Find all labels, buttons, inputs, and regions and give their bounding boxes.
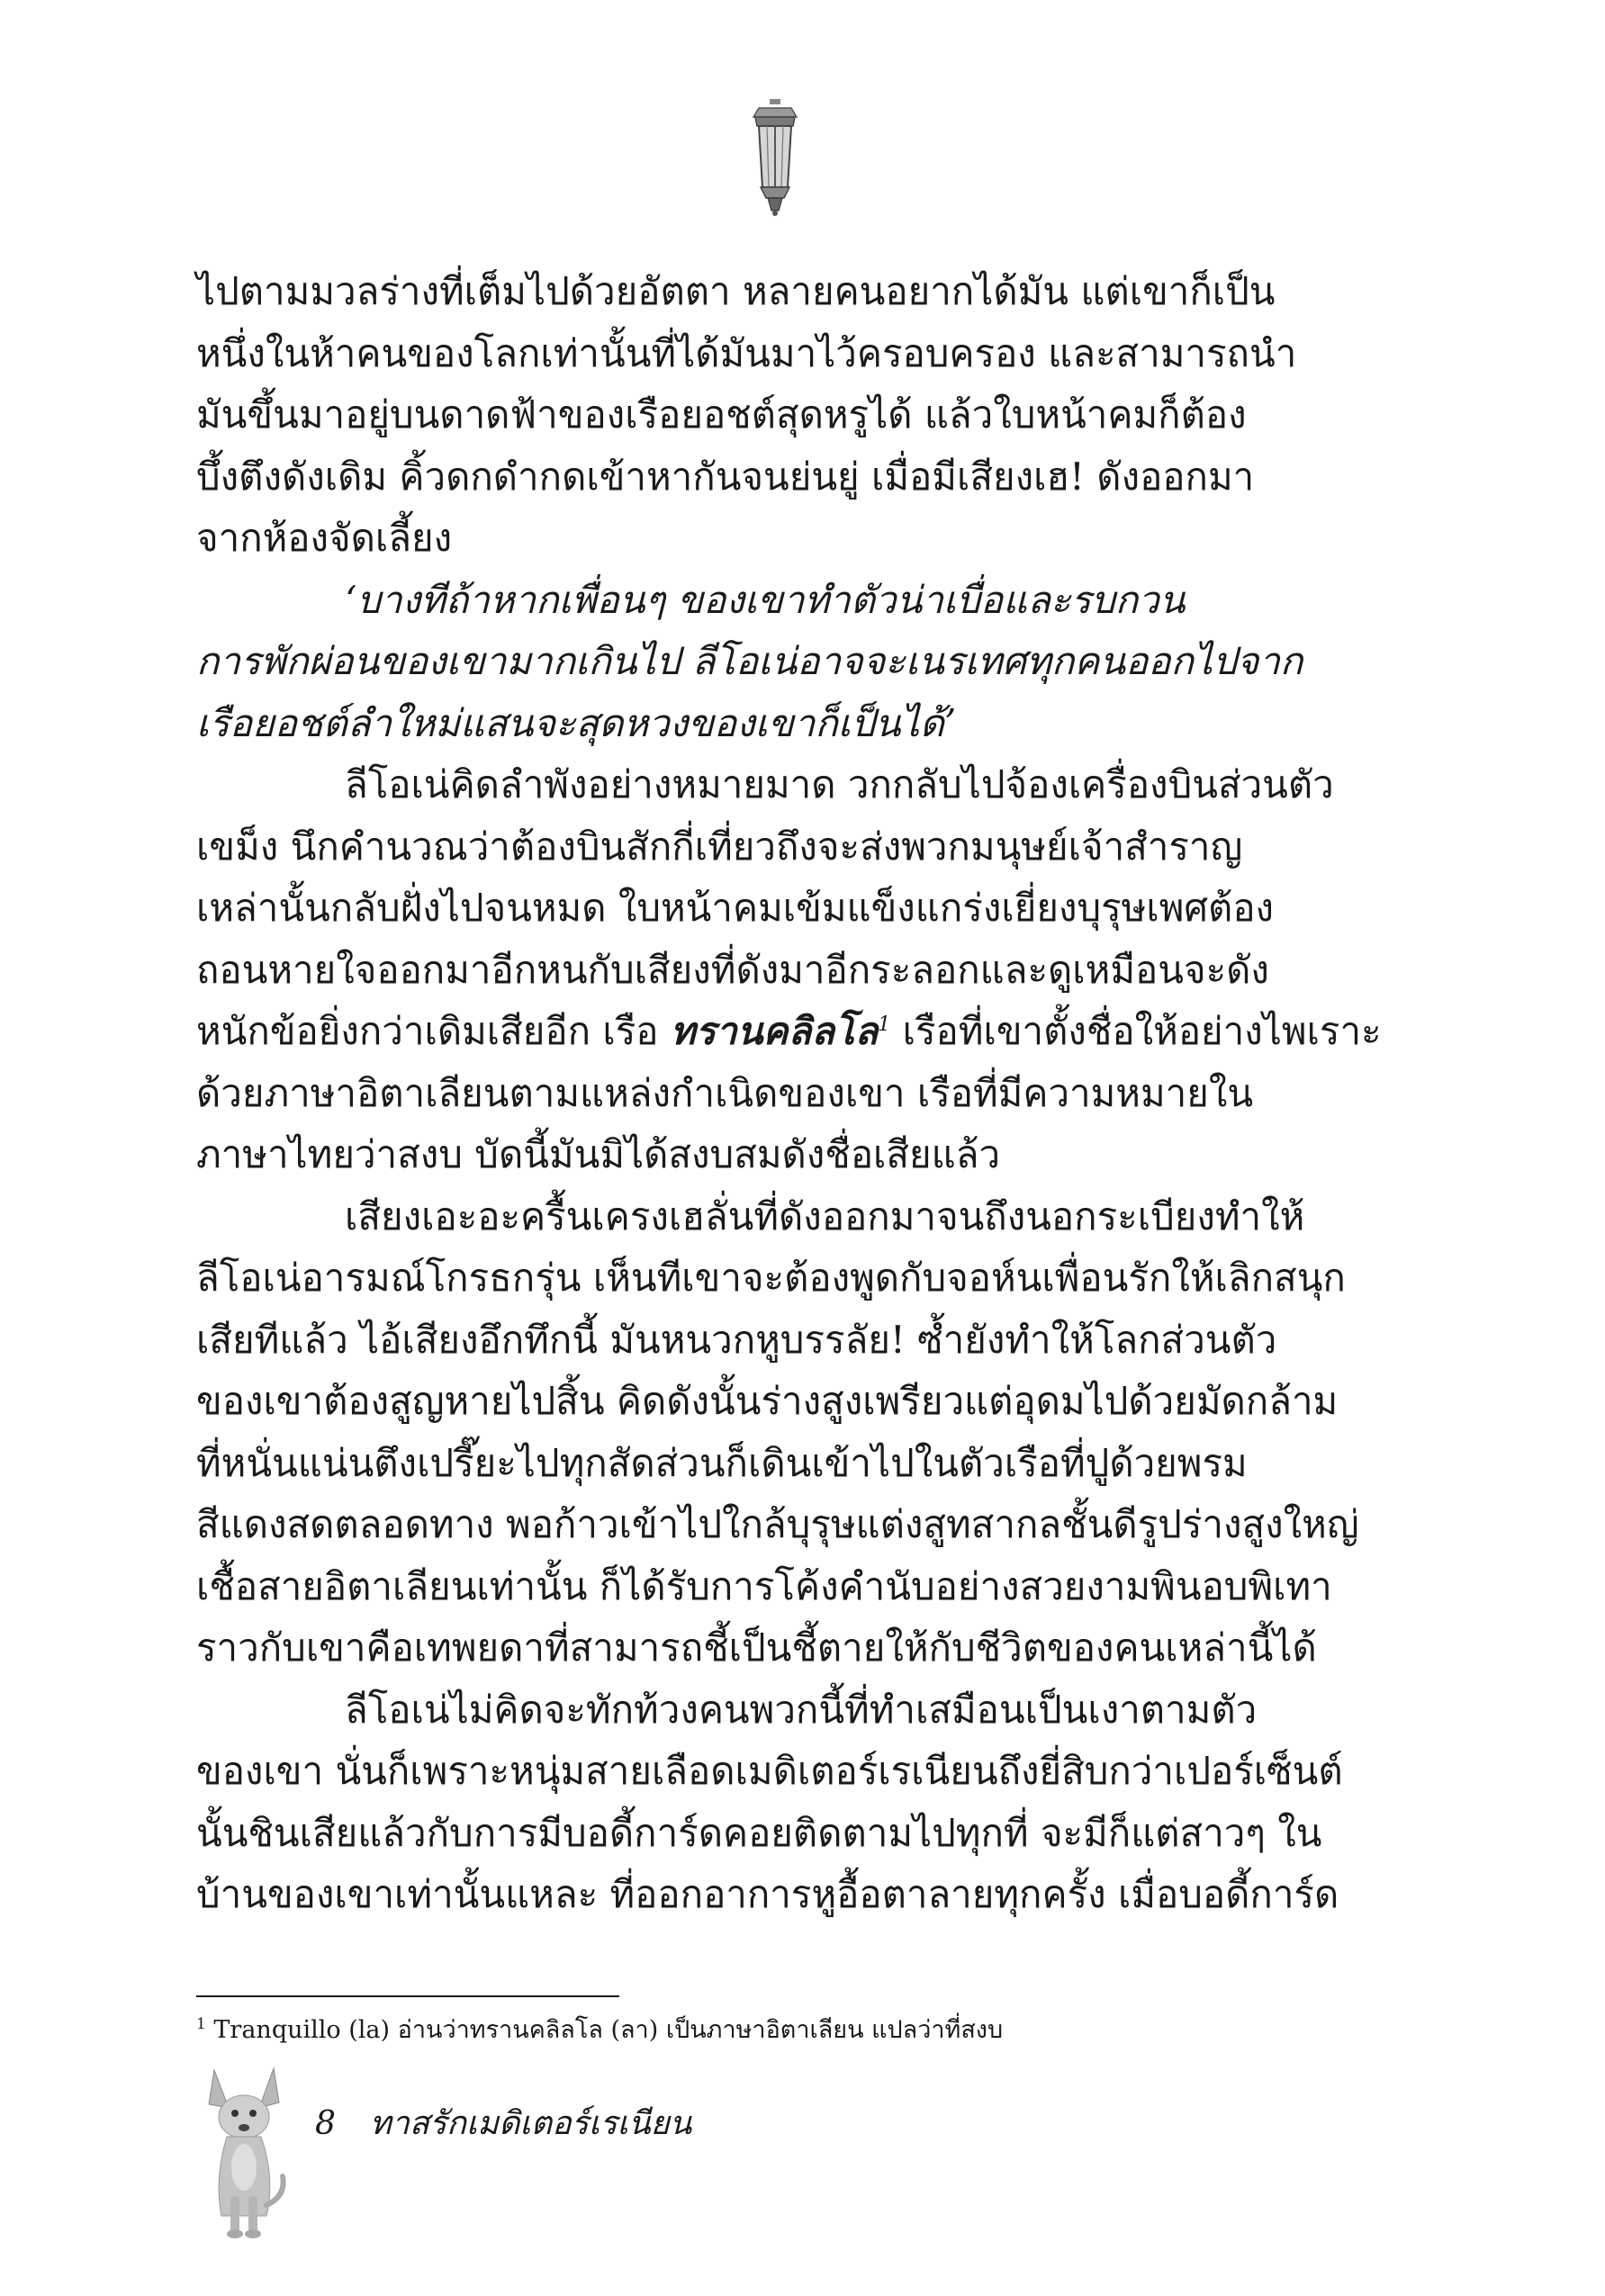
footnote-text: Tranquillo (la) อ่านว่าทรานคลิลโล (ลา) เป็นภาษาอิตาเลียน แปลว่าที่สงบ (213, 2016, 1004, 2044)
thought-line: การพักผ่อนของเขามากเกินไป ลีโอเน่อาจจะเนรเทศทุกคนออกไปจาก (196, 639, 1303, 683)
thought-line: เรือยอชต์ลำใหม่แสนจะสุดหวงของเขาก็เป็นได้’ (196, 700, 957, 745)
text-line: เขม็ง นึกคำนวณว่าต้องบินสักกี่เที่ยวถึงจะส่งพวกมนุษย์เจ้าสำราญ (196, 824, 1243, 869)
footnote-divider (196, 1995, 619, 1997)
text-line: ที่หนั่นแน่นตึงเปรี๊ยะไปทุกสัดส่วนก็เดินเข้าไปในตัวเรือที่ปูด้วยพรม (196, 1440, 1248, 1485)
lantern-icon (739, 99, 811, 216)
text-line: ของเขาต้องสูญหายไปสิ้น คิดดังนั้นร่างสูงเพรียวแต่อุดมไปด้วยมัดกล้าม (196, 1379, 1339, 1423)
text-line: เสียงเอะอะครื้นเครงเฮลั่นที่ดังออกมาจนถึงนอกระเบียงทำให้ (345, 1193, 1305, 1238)
text-line: ลีโอเน่คิดลำพังอย่างหมายมาด วกกลับไปจ้องเครื่องบินส่วนตัว (345, 762, 1334, 806)
text-line: ภาษาไทยว่าสงบ บัดนี้มันมิได้สงบสมดังชื่อเสียแล้ว (196, 1132, 1001, 1176)
page-number: 8 (315, 2105, 336, 2142)
footnote-reference[interactable]: 1 (878, 1013, 891, 1036)
text-line: ด้วยภาษาอิตาเลียนตามแหล่งกำเนิดของเขา เรือที่มีความหมายใน (196, 1070, 1254, 1115)
text-line: สีแดงสดตลอดทาง พอก้าวเข้าไปใกล้บุรุษแต่งสูทสากลชั้นดีรูปร่างสูงใหญ่ (196, 1502, 1359, 1546)
text-line: มันขึ้นมาอยู่บนดาดฟ้าของเรือยอชต์สุดหรูได้ แล้วใบหน้าคมก็ต้อง (196, 392, 1247, 437)
text-line: ลีโอเน่อารมณ์โกรธกรุ่น เห็นทีเขาจะต้องพูดกับจอห์นเพื่อนรักให้เลิกสนุก (196, 1256, 1346, 1300)
yacht-name-term: ทรานคลิลโล (670, 1009, 879, 1053)
text-line-with-term (196, 1001, 1382, 1063)
text-line: เหล่านั้นกลับฝั่งไปจนหมด ใบหน้าคมเข้มแข็งแกร่งเยี่ยงบุรุษเพศต้อง (196, 886, 1275, 930)
chihuahua-icon (196, 2061, 292, 2241)
text-line: บึ้งตึงดังเดิม คิ้วดกดำกดเข้าหากันจนย่นยู่ เมื่อมีเสียงเฮ! ดังออกมา (196, 454, 1255, 499)
text-line: เสียทีแล้ว ไอ้เสียงอึกทึกนี้ มันหนวกหูบรรลัย! ซ้ำยังทำให้โลกส่วนตัว (196, 1317, 1277, 1362)
book-title: ทาสรักเมดิเตอร์เรเนียน (369, 2105, 692, 2142)
thought-line: ‘บางทีถ้าหากเพื่อนๆ ของเขาทำตัวน่าเบื่อและรบกวน (345, 577, 1186, 622)
text-line: ไปตามมวลร่างที่เต็มไปด้วยอัตตา หลายคนอยากได้มัน แต่เขาก็เป็น (196, 269, 1276, 313)
page-footer (315, 2097, 691, 2148)
text-line: หนึ่งในห้าคนของโลกเท่านั้นที่ได้มันมาไว้ครอบครอง และสามารถนำ (196, 330, 1297, 375)
body-text (196, 261, 1382, 1926)
text-line: จากห้องจัดเลี้ยง (196, 516, 453, 560)
text-line: นั้นชินเสียแล้วกับการมีบอดี้การ์ดคอยติดตามไปทุกที่ จะมีก็แต่สาวๆ ใน (196, 1810, 1322, 1855)
text-line: เชื้อสายอิตาเลียนเท่านั้น ก็ได้รับการโค้งคำนับอย่างสวยงามพินอบพิเทา (196, 1563, 1332, 1608)
text-line: บ้านของเขาเท่านั้นแหละ ที่ออกอาการหูอื้อตาลายทุกครั้ง เมื่อบอดี้การ์ด (196, 1872, 1339, 1916)
term-line-before: หนักข้อยิ่งกว่าเดิมเสียอีก เรือ (196, 1009, 671, 1053)
footnote-number: 1 (196, 2015, 206, 2033)
footnote (196, 2012, 1339, 2048)
text-line: ราวกับเขาคือเทพยดาที่สามารถชี้เป็นชี้ตายให้กับชีวิตของคนเหล่านี้ได้ (196, 1625, 1317, 1670)
text-line: ของเขา นั่นก็เพราะหนุ่มสายเลือดเมดิเตอร์เรเนียนถึงยี่สิบกว่าเปอร์เซ็นต์ (196, 1749, 1343, 1793)
text-line: ถอนหายใจออกมาอีกหนกับเสียงที่ดังมาอีกระลอกและดูเหมือนจะดัง (196, 947, 1269, 992)
term-line-after: เรือที่เขาตั้งชื่อให้อย่างไพเราะ (890, 1009, 1382, 1053)
text-line: ลีโอเน่ไม่คิดจะทักท้วงคนพวกนี้ที่ทำเสมือนเป็นเงาตามตัว (345, 1687, 1258, 1732)
